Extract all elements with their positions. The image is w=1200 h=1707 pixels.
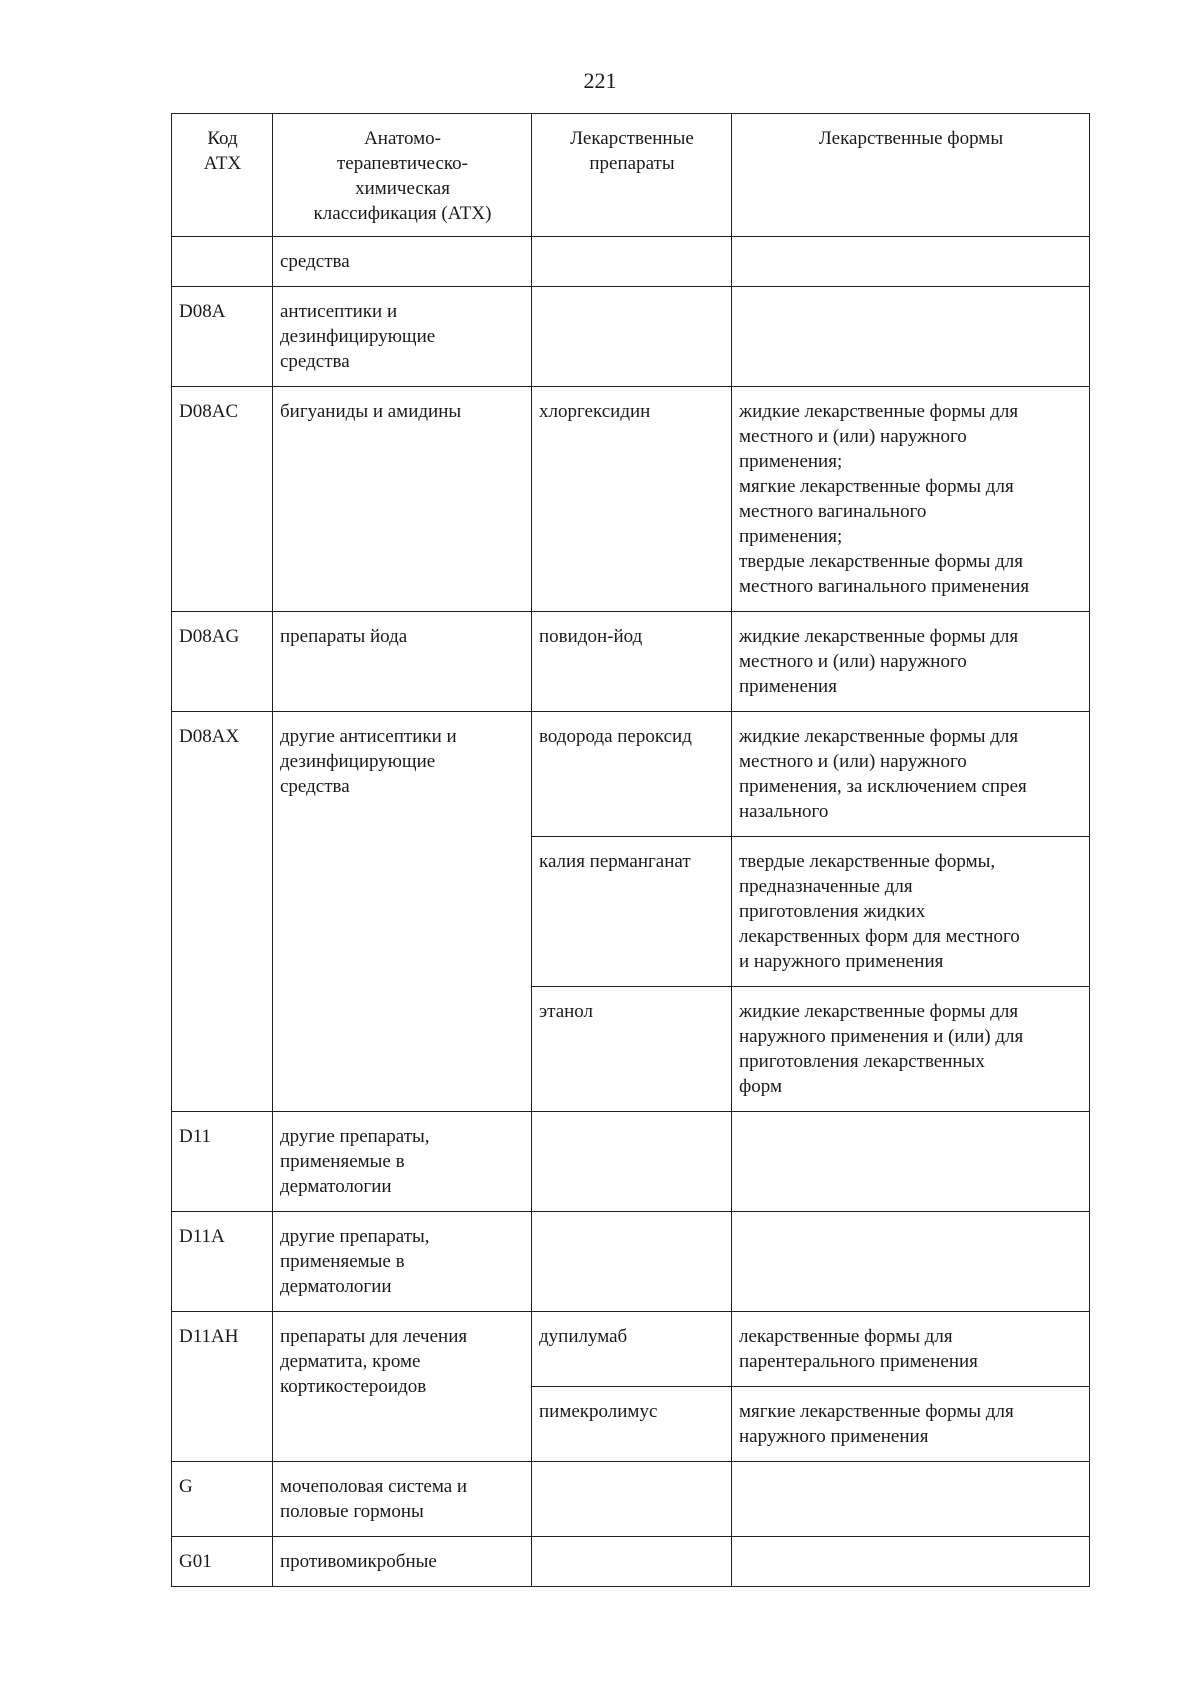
cell-classification: препараты йода [273, 612, 532, 712]
atc-table [171, 113, 1090, 1587]
cell-drug [532, 287, 732, 387]
cell-forms [732, 287, 1090, 387]
cell-code [172, 237, 273, 287]
header-code: Код АТХ [172, 114, 273, 237]
cell-classification: мочеполовая система и половые гормоны [273, 1462, 532, 1537]
cell-code: D11A [172, 1212, 273, 1312]
cell-drug: пимекролимус [532, 1387, 732, 1462]
cell-code: D08AG [172, 612, 273, 712]
table-header-row [172, 114, 1090, 237]
table-row [172, 712, 1090, 837]
table-row [172, 1312, 1090, 1387]
cell-classification: другие антисептики и дезинфицирующие средства [273, 712, 532, 1112]
cell-code: G01 [172, 1537, 273, 1587]
cell-drug: дупилумаб [532, 1312, 732, 1387]
cell-forms: жидкие лекарственные формы для наружного применения и (или) для приготовления лекарственных форм [732, 987, 1090, 1112]
cell-drug: этанол [532, 987, 732, 1112]
cell-forms [732, 237, 1090, 287]
page-number: 221 [583, 68, 617, 93]
cell-code: D08AX [172, 712, 273, 1112]
cell-forms: твердые лекарственные формы, предназначенные для приготовления жидких лекарственных форм для местного и наружного применения [732, 837, 1090, 987]
cell-drug [532, 1537, 732, 1587]
cell-forms [732, 1212, 1090, 1312]
cell-classification: препараты для лечения дерматита, кроме кортикостероидов [273, 1312, 532, 1462]
cell-code: D08A [172, 287, 273, 387]
cell-code: D08AC [172, 387, 273, 612]
cell-code: D11 [172, 1112, 273, 1212]
cell-classification: бигуаниды и амидины [273, 387, 532, 612]
header-forms: Лекарственные формы [732, 114, 1090, 237]
cell-classification: средства [273, 237, 532, 287]
cell-drug [532, 1212, 732, 1312]
cell-forms: мягкие лекарственные формы для наружного применения [732, 1387, 1090, 1462]
table-row [172, 1462, 1090, 1537]
cell-drug [532, 1112, 732, 1212]
cell-drug [532, 237, 732, 287]
cell-forms: жидкие лекарственные формы для местного и (или) наружного применения [732, 612, 1090, 712]
cell-forms: жидкие лекарственные формы для местного и (или) наружного применения, за исключением спрея назального [732, 712, 1090, 837]
cell-drug: калия перманганат [532, 837, 732, 987]
table-row [172, 387, 1090, 612]
header-drugs: Лекарственные препараты [532, 114, 732, 237]
cell-forms [732, 1462, 1090, 1537]
table-row [172, 1537, 1090, 1587]
cell-drug: повидон-йод [532, 612, 732, 712]
cell-forms [732, 1537, 1090, 1587]
table-row [172, 612, 1090, 712]
cell-forms [732, 1112, 1090, 1212]
table-row [172, 237, 1090, 287]
cell-classification: другие препараты, применяемые в дерматологии [273, 1212, 532, 1312]
cell-forms: жидкие лекарственные формы для местного и (или) наружного применения; мягкие лекарственные формы для местного вагинального применения; твердые лекарственные формы для местного вагинального применения [732, 387, 1090, 612]
cell-code: G [172, 1462, 273, 1537]
cell-classification: антисептики и дезинфицирующие средства [273, 287, 532, 387]
table-row [172, 287, 1090, 387]
cell-drug [532, 1462, 732, 1537]
header-classification: Анатомо- терапевтическо- химическая классификация (АТХ) [273, 114, 532, 237]
cell-classification: противомикробные [273, 1537, 532, 1587]
cell-drug: водорода пероксид [532, 712, 732, 837]
cell-drug: хлоргексидин [532, 387, 732, 612]
cell-code: D11AH [172, 1312, 273, 1462]
table-row [172, 1212, 1090, 1312]
table-row [172, 1112, 1090, 1212]
cell-forms: лекарственные формы для парентерального применения [732, 1312, 1090, 1387]
cell-classification: другие препараты, применяемые в дерматологии [273, 1112, 532, 1212]
